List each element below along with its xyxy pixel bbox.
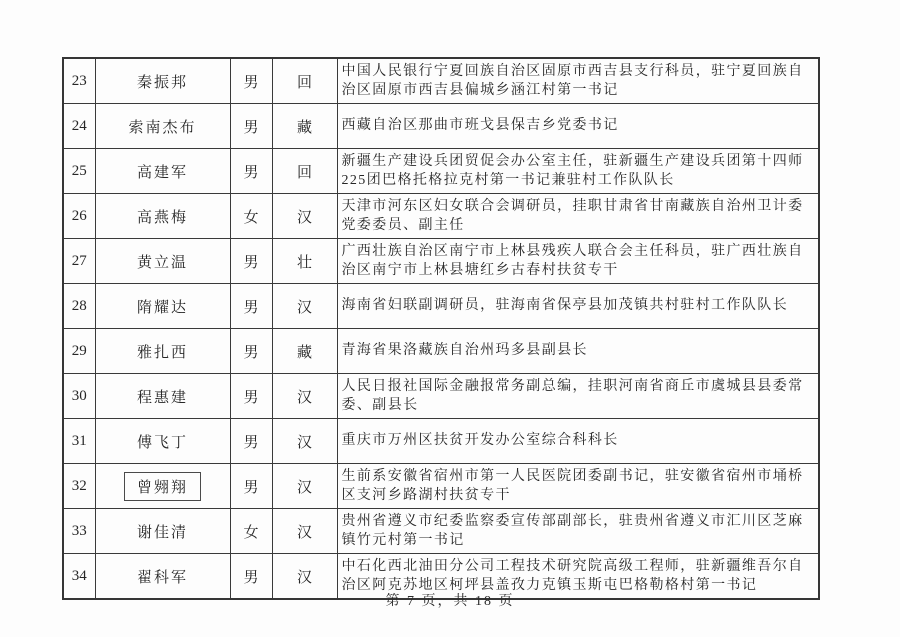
ethnicity-value: 汉 <box>272 464 337 509</box>
person-name: 秦振邦 <box>136 74 188 91</box>
table-row <box>63 194 819 239</box>
row-number: 32 <box>63 464 95 509</box>
row-number: 29 <box>63 329 95 374</box>
description-text: 贵州省遵义市纪委监察委宣传部副部长，驻贵州省遵义市汇川区芝麻镇竹元村第一书记 <box>337 509 819 554</box>
description-text: 西藏自治区那曲市班戈县保吉乡党委书记 <box>337 104 819 149</box>
gender-value: 男 <box>230 374 272 419</box>
ethnicity-value: 回 <box>272 149 337 194</box>
gender-value: 男 <box>230 239 272 284</box>
ethnicity-value: 藏 <box>272 329 337 374</box>
row-number: 26 <box>63 194 95 239</box>
table-row <box>63 464 819 509</box>
ethnicity-value: 汉 <box>272 419 337 464</box>
gender-value: 女 <box>230 509 272 554</box>
person-name: 索南杰布 <box>128 119 197 136</box>
table-row <box>63 509 819 554</box>
gender-value: 男 <box>230 329 272 374</box>
description-text: 新疆生产建设兵团贸促会办公室主任，驻新疆生产建设兵团第十四师225团巴格托格拉克村第一书记兼驻村工作队队长 <box>337 149 819 194</box>
gender-value: 男 <box>230 419 272 464</box>
person-name: 雅扎西 <box>136 344 188 361</box>
description-text: 重庆市万州区扶贫开发办公室综合科科长 <box>337 419 819 464</box>
roster-table-body <box>63 58 819 599</box>
page-footer: 第 7 页，共 18 页 <box>385 594 515 609</box>
person-name: 翟科军 <box>136 569 188 586</box>
ethnicity-value: 藏 <box>272 104 337 149</box>
row-number: 34 <box>63 554 95 600</box>
ethnicity-value: 汉 <box>272 194 337 239</box>
gender-value: 男 <box>230 554 272 600</box>
person-name: 高建军 <box>136 164 188 181</box>
description-text: 中国人民银行宁夏回族自治区固原市西吉县支行科员，驻宁夏回族自治区固原市西吉县偏城乡涵江村第一书记 <box>337 58 819 104</box>
table-row <box>63 58 819 104</box>
gender-value: 男 <box>230 464 272 509</box>
ethnicity-value: 回 <box>272 58 337 104</box>
gender-value: 男 <box>230 104 272 149</box>
description-text: 海南省妇联副调研员，驻海南省保亭县加茂镇共村驻村工作队队长 <box>337 284 819 329</box>
person-name: 黄立温 <box>136 254 188 271</box>
person-name: 隋耀达 <box>136 299 188 316</box>
row-number: 25 <box>63 149 95 194</box>
gender-value: 男 <box>230 58 272 104</box>
person-name: 高燕梅 <box>136 209 188 226</box>
table-row <box>63 419 819 464</box>
description-text: 广西壮族自治区南宁市上林县残疾人联合会主任科员，驻广西壮族自治区南宁市上林县塘红乡古春村扶贫专干 <box>337 239 819 284</box>
description-text: 天津市河东区妇女联合会调研员，挂职甘肃省甘南藏族自治州卫计委党委委员、副主任 <box>337 194 819 239</box>
description-text: 生前系安徽省宿州市第一人民医院团委副书记，驻安徽省宿州市埇桥区支河乡路湖村扶贫专干 <box>337 464 819 509</box>
gender-value: 男 <box>230 149 272 194</box>
roster-table <box>62 57 820 600</box>
row-number: 28 <box>63 284 95 329</box>
person-name: 谢佳清 <box>136 524 188 541</box>
table-row <box>63 284 819 329</box>
row-number: 33 <box>63 509 95 554</box>
ethnicity-value: 汉 <box>272 509 337 554</box>
table-row <box>63 329 819 374</box>
table-row <box>63 149 819 194</box>
row-number: 30 <box>63 374 95 419</box>
row-number: 31 <box>63 419 95 464</box>
table-row <box>63 104 819 149</box>
ethnicity-value: 汉 <box>272 374 337 419</box>
description-text: 人民日报社国际金融报常务副总编，挂职河南省商丘市虞城县县委常委、副县长 <box>337 374 819 419</box>
gender-value: 男 <box>230 284 272 329</box>
description-text: 中石化西北油田分公司工程技术研究院高级工程师，驻新疆维吾尔自治区阿克苏地区柯坪县盖孜力克镇玉斯屯巴格勒格村第一书记 <box>337 554 819 600</box>
gender-value: 女 <box>230 194 272 239</box>
row-number: 24 <box>63 104 95 149</box>
table-row <box>63 374 819 419</box>
person-name: 傅飞丁 <box>136 434 188 451</box>
table-row <box>63 239 819 284</box>
ethnicity-value: 汉 <box>272 284 337 329</box>
row-number: 27 <box>63 239 95 284</box>
person-name: 曾翙翔 <box>124 472 201 501</box>
row-number: 23 <box>63 58 95 104</box>
ethnicity-value: 壮 <box>272 239 337 284</box>
description-text: 青海省果洛藏族自治州玛多县副县长 <box>337 329 819 374</box>
person-name: 程惠建 <box>136 389 188 406</box>
ethnicity-value: 汉 <box>272 554 337 600</box>
